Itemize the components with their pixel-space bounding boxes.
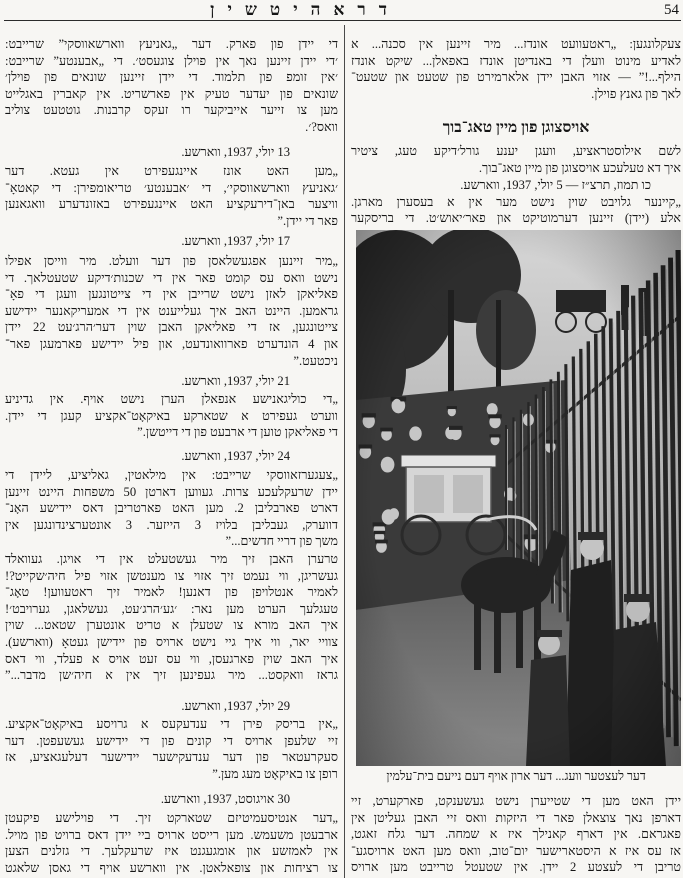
text-line: וויצער באן־דירעקציע האט איינגעפירט באזונדערע וואגאנען <box>5 197 338 212</box>
text-line: איך האב שוין פארגעסן, ווי עס זעט אויס א פעלד, ווי דאס <box>5 651 338 666</box>
diary-dateline: 30 אויגוסט, 1937, ווארשע. <box>160 792 290 806</box>
text-line: „קיינער גלויבט שוין נישט מער אין א בעסערן מארגן. <box>351 194 681 209</box>
diary-entry <box>351 194 681 227</box>
paragraph <box>5 551 338 684</box>
running-title: דראהיטשין <box>210 0 400 19</box>
text-line: הילף...!” — אזוי האבן יידן אלארמירט פון שטעט און שטעט־ <box>351 70 681 85</box>
left-column <box>5 0 338 878</box>
text-line: זיי שלעפן ארויס די קונים פון די יידישע געשעפטן. דער <box>5 733 338 748</box>
page-number: 54 <box>664 2 679 18</box>
diary-dateline: כו תמוז, תרצ״ז — 5 יולי, 1937, ווארשע. <box>460 177 651 192</box>
text-line: משך פון דריי חדשים...” <box>225 534 338 549</box>
text-line: סעקרעטאר פון דער ענדעקישער יידישער דעלעגאציע, אז <box>5 750 338 765</box>
photo-vignette <box>356 230 681 766</box>
text-line: נישט וואס עס קומט פאר אין די שכנות׳דיקע שטעטלאך. די <box>5 270 338 285</box>
text-line: די פאליאקן טוען די ארבעט פון די דייטשן.” <box>137 425 338 440</box>
intro-paragraph <box>351 36 681 102</box>
paragraph <box>5 36 338 136</box>
text-line: ׳גאניעץ ווארשאווסקי׳, די ׳אבענטע׳ טריאומפירן: די קאטאָ־ <box>5 180 338 195</box>
text-line: אז עס איז א היסטארישער יום־טוב, וואס מען האט ארויסגע־ <box>351 843 681 858</box>
photo-funeral-procession <box>356 230 681 766</box>
diary-entry <box>5 467 338 550</box>
text-line: „מיר זיינען אפגעשלאסן פון דער וועלט. מיר ווייסן אפילו <box>5 254 338 268</box>
diary-dateline: 13 יולי, 1937, ווארשע. <box>181 145 290 159</box>
text-line: ניכטעט.” <box>293 353 338 368</box>
text-line: לאמיר אנטלויפן פון דאנען! לאמיר זיך ראטעווען! טאָג־ <box>5 585 338 600</box>
diary-dateline: 17 יולי, 1937, ווארשע. <box>181 234 290 248</box>
diary-entry <box>5 163 338 229</box>
text-line: גראמען. היינט האב איך געלייענט אין די אמעריקאנער יידישע <box>5 303 338 318</box>
text-line: איך האב מורא צו שטעלן א טריט אונטערן שטאט... שוין <box>5 618 338 633</box>
diary-entry <box>5 810 338 876</box>
text-line: אלע (יידן) זיינען דערמוטיקט און פאר׳יאוש׳ט. די בריסקער <box>351 211 681 226</box>
text-line: „די כוליגאנישע אנפאלן הערן נישט אויף. אין גדיניע <box>5 392 338 406</box>
text-line: יידן שרעקלעכע צרות. געווען דארטן 50 משפחות היינט זיינען <box>5 484 338 499</box>
text-line: „צעגערזאווסקי שרייבט: אין מילאטין, גאליציע, ליידן די <box>5 468 338 482</box>
text-line: יידן האט מען די שטייערן נישט געשענקט, פארקערט, זיי <box>351 794 681 808</box>
text-line: לאך פון גאנץ פוילן. <box>591 86 681 101</box>
photo-caption: דער לעצטער וועג... דער ארון אויף דעם נייעם בית־עלמין <box>386 769 646 783</box>
lead-paragraph <box>351 143 681 176</box>
diary-entry <box>5 716 338 782</box>
text-line: „אין בריסק פירן די ענדעקעס א גרויסע באיקאָט־אקציע. <box>5 717 338 731</box>
text-line: טריבן די לעצטע 2 יידן. אין שטעטל טרייבט מען ארויס <box>351 860 681 875</box>
text-line: ׳אין זומפ פון תלמוד. די יידן זיינען שונאים פון פוילן׳ <box>5 70 338 85</box>
text-line: און 4 הונדערט פארוואונדעט, און פיל יידישע פארמעגן פאר־ <box>5 336 338 351</box>
text-line: צו רציחות און צופאלאטן. אין ווארשע אויף די גאסן שלאגט <box>5 860 338 875</box>
text-line: צעקלונגען: „ראטעוועט אונדז... מיר זיינען אין סכנה... א <box>351 37 681 51</box>
text-line: „דער אנטיסעמיטיזם שטארקט זיך. די פוילישע פיקעטן <box>5 811 338 825</box>
diary-entry <box>5 253 338 369</box>
column-divider <box>344 25 345 878</box>
text-line: לאדיע מינוט וועלן די באנדיטן אונדז באפאלן... שיקט אונדז <box>351 53 681 68</box>
text-line: פאליאקן לאזן נישט שרייבן אין די צייטונגען וועגן די פאָ־ <box>5 287 338 302</box>
text-line: טעגלעך הערט מען נאר: ׳גע׳הרג׳עט, געשלאגן, גערויבט׳! <box>5 601 338 616</box>
text-line: רופן צו באיקאָט מעג מען.” <box>212 766 338 781</box>
text-line: טרערן האבן זיך מיר געשטעלט אין די אויגן. געוואלד <box>5 552 338 566</box>
text-line: די יידן פון פארק. דער „גאניעץ ווארשאווסקי” שרייבט: <box>5 37 338 51</box>
text-line: אין לאמזשע און אומגעגנט איז שרעקלעך. די גזלנים הצען <box>5 844 338 859</box>
text-line: וואס?׳. <box>305 119 338 134</box>
text-line: פאר די יידן.” <box>277 213 338 228</box>
text-line: גראז וואקסט... מיר געפינען זיך אין א חיה׳שן מדבר...” <box>5 668 338 683</box>
text-line: לשם אילוסטראציע, וועגן יענע גורל׳דיקע טעג, ציטיר <box>351 144 681 158</box>
diary-dateline: 24 יולי, 1937, ווארשע. <box>181 449 290 463</box>
diary-entry <box>5 391 338 441</box>
text-line: דארפן נאך צוצאלן פאר די היזקות וואס זיי האבן געליטן אין <box>351 810 681 825</box>
photo-image <box>356 230 681 766</box>
text-line: שונאים פון יעדער טעיק אין פארשריט. אין קאברין באגלייט <box>5 86 338 101</box>
text-line: דארט פארבליבן 2. מען האט פארטריבן דאס יידישע האָנ־ <box>5 501 338 516</box>
diary-dateline: 29 יולי, 1937, ווארשע. <box>181 699 290 713</box>
text-line: איך דא טעלעכע אויסצוגן פון מיין טאג־בוך. <box>478 160 681 175</box>
diary-dateline: 21 יולי, 1937, ווארשע. <box>181 374 290 388</box>
text-line: מען צו זייער אייביקער רו זעקס קרבנות. גוטטעט צוליב <box>5 103 338 118</box>
text-line: ׳די יידן זיינען נאך אין פוילן צוגעסט׳. די „אבענטע” שרייבט: <box>5 53 338 68</box>
text-line: פאגראם. אין דארף קאנילך איז א שמחה. דער גלח זאגט, <box>351 827 681 842</box>
text-line: דווערק, געבליבן בלויז 3 הייזער. 3 אונטערצינדונגען אין <box>5 517 338 532</box>
text-line: צוויי יאר, ווי איך גיי נישט ארויס פון יידישן געטאָ (ווארשע). <box>5 634 338 649</box>
text-line: צייטונגען, אז די פאליאקן האבן שוין דער׳הרג׳עט 22 יידן <box>5 320 338 335</box>
text-line: געשריגן, ווי נעמט זיך אזוי צו מענטשן אזוי פיל חיה׳שקייט?! <box>5 568 338 583</box>
continued-paragraph <box>351 793 681 876</box>
section-heading: אויסצוגן פון מיין טאג־בוך <box>442 119 590 136</box>
text-line: ארבעטן משעמש. מען רייסט ארויס ביי יידן דאס ברויט פון מויל. <box>5 827 338 842</box>
text-line: „מען האט אונז איינגעפירט אין געטא. דער <box>5 164 338 178</box>
text-line: ווערט געפירט א שטארקע באיקאָט־אקציע קעגן די יידן. <box>5 408 338 423</box>
